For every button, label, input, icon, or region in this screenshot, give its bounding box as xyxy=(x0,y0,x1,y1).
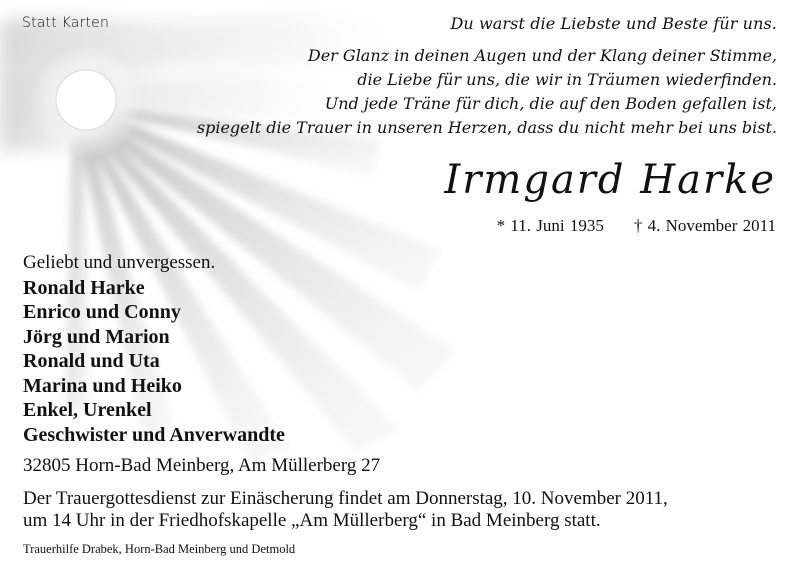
mourner-name: Enrico und Conny xyxy=(23,301,181,323)
poem-line: die Liebe für uns, die wir in Träumen wiederfinden. xyxy=(357,70,777,89)
mourners-list xyxy=(23,251,285,447)
service-line: Der Trauergottesdienst zur Einäscherung findet am Donnerstag, 10. November 2011, xyxy=(23,488,668,509)
mourner-name: Ronald und Uta xyxy=(23,350,160,372)
mourners-lead: Geliebt und unvergessen. xyxy=(23,252,216,273)
deceased-name: Irmgard Harke xyxy=(444,157,776,203)
funeral-service-info xyxy=(23,488,668,532)
poem xyxy=(197,44,777,140)
poem-line: Der Glanz in deinen Augen und der Klang deiner Stimme, xyxy=(307,46,777,65)
motto-line: Du warst die Liebste und Beste für uns. xyxy=(450,14,777,33)
mourner-name: Ronald Harke xyxy=(23,276,145,299)
life-dates xyxy=(497,216,776,236)
mourner-name: Jörg und Marion xyxy=(23,325,170,348)
mourner-name: Enkel, Urenkel xyxy=(23,399,152,421)
mourning-address: 32805 Horn-Bad Meinberg, Am Müllerberg 27 xyxy=(23,455,381,476)
mourner-name: Marina und Heiko xyxy=(23,374,182,397)
funeral-home-credit: Trauerhilfe Drabek, Horn-Bad Meinberg und Detmold xyxy=(23,542,296,556)
poem-line: spiegelt die Trauer in unseren Herzen, dass du nicht mehr bei uns bist. xyxy=(196,118,777,137)
poem-line: Und jede Träne für dich, die auf den Boden gefallen ist, xyxy=(324,94,777,113)
sun-disc xyxy=(56,70,116,130)
service-line: um 14 Uhr in der Friedhofskapelle „Am Müllerberg“ in Bad Meinberg statt. xyxy=(23,510,601,531)
birth-date: * 11. Juni 1935 xyxy=(496,216,604,235)
mourner-name: Geschwister und Anverwandte xyxy=(23,423,285,446)
death-date: † 4. November 2011 xyxy=(633,216,776,235)
statt-karten-label: Statt Karten xyxy=(22,15,110,31)
